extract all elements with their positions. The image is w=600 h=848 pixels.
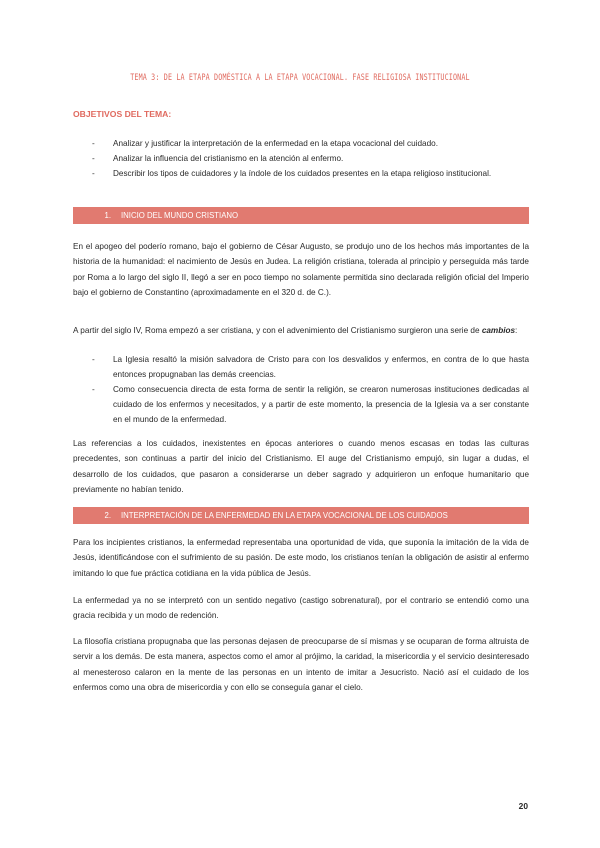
punctuation: :	[515, 326, 518, 335]
section-heading-interpretacion	[73, 507, 529, 524]
objectives-list	[92, 136, 512, 181]
list-item: - La Iglesia resaltó la misión salvadora de Cristo para con los desvalidos y enfermos, en contra de lo que hasta entonces propugnaban las demás creencias.	[92, 352, 529, 382]
list-item: - Describir los tipos de cuidadores y la índole de los cuidados presentes en la etapa religioso institucional.	[92, 166, 512, 181]
section-title: INTERPRETACIÓN DE LA ENFERMEDAD EN LA ETAPA VOCACIONAL DE LOS CUIDADOS	[121, 511, 448, 520]
list-item: - Como consecuencia directa de esta forma de sentir la religión, se crearon numerosas instituciones dedicadas al cuidado de los enfermos y necesitados, y a partir de este momento, la presencia de la Iglesia va a ser constante en el mundo de la enfermedad.	[92, 382, 529, 427]
paragraph-incipientes: Para los incipientes cristianos, la enfermedad representaba una oportunidad de vida, que suponía la imitación de la vida de Jesús, identificándose con el sufrimiento de su pasión. De este modo, los cristianos tenían la obligación de asistir al enfermo imitando lo que fue práctica cotidiana en la vida pública de Jesús.	[73, 538, 529, 578]
page-title: TEMA 3: DE LA ETAPA DOMÉSTICA A LA ETAPA VOCACIONAL. FASE RELIGIOSA INSTITUCIONAL	[130, 73, 470, 83]
list-item: - Analizar y justificar la interpretación de la enfermedad en la etapa vocacional del cuidado.	[92, 136, 512, 151]
section-title: INICIO DEL MUNDO CRISTIANO	[121, 211, 239, 220]
paragraph-filosofia: La filosofía cristiana propugnaba que las personas dejasen de preocuparse de sí mismas y se ocuparan de forma altruista de servir a los demás. De esta manera, aspectos como el amor al prójimo, la caridad, la misericordia y el servicio desinteresado al menesteroso calaron en la mente de las personas en un intento de imitar a Jesucristo. Nació así el cuidado de los enfermos como una obra de misericordia y con ello se conseguía ganar el cielo.	[73, 637, 529, 692]
objectives-heading: OBJETIVOS DEL TEMA:	[73, 109, 172, 119]
paragraph-intro: En el apogeo del poderío romano, bajo el gobierno de César Augusto, se produjo uno de los hechos más importantes de la historia de la humanidad: el nacimiento de Jesús en Judea. La religión cristiana, tolerada al principio y perseguida más tarde por Roma a lo largo del siglo II, llegó a ser en poco tiempo no solamente permitida sino declarada religión oficial del Imperio bajo el gobierno de Constantino (aproximadamente en el 320 d. de C.).	[73, 242, 529, 297]
list-item: - Analizar la influencia del cristianismo en la atención al enfermo.	[92, 151, 512, 166]
emphasis-cambios: cambios	[481, 326, 516, 335]
section-number: 1.	[104, 211, 111, 220]
section-number: 2.	[104, 511, 111, 520]
section-heading-inicio	[73, 207, 529, 224]
paragraph-siglo-iv	[73, 323, 529, 338]
cambios-list	[92, 352, 529, 427]
paragraph-enfermedad: La enfermedad ya no se interpretó con un sentido negativo (castigo sobrenatural), por el contrario se entendió como una gracia recibida y un modo de redención.	[73, 596, 529, 621]
page-number: 20	[518, 801, 528, 811]
paragraph-text: A partir del siglo IV, Roma empezó a ser cristiana, y con el advenimiento del Cristianismo surgieron una serie de	[73, 326, 480, 335]
paragraph-referencias: Las referencias a los cuidados, inexistentes en épocas anteriores o cuando menos escasas en todas las culturas precedentes, son continuas a partir del inicio del Cristianismo. El auge del Cristianismo empujó, sin lugar a dudas, el desarrollo de los cuidados, que pasaron a considerarse un deber sagrado y adquirieron un enfoque humanitario que previamente no habían tenido.	[73, 439, 529, 494]
